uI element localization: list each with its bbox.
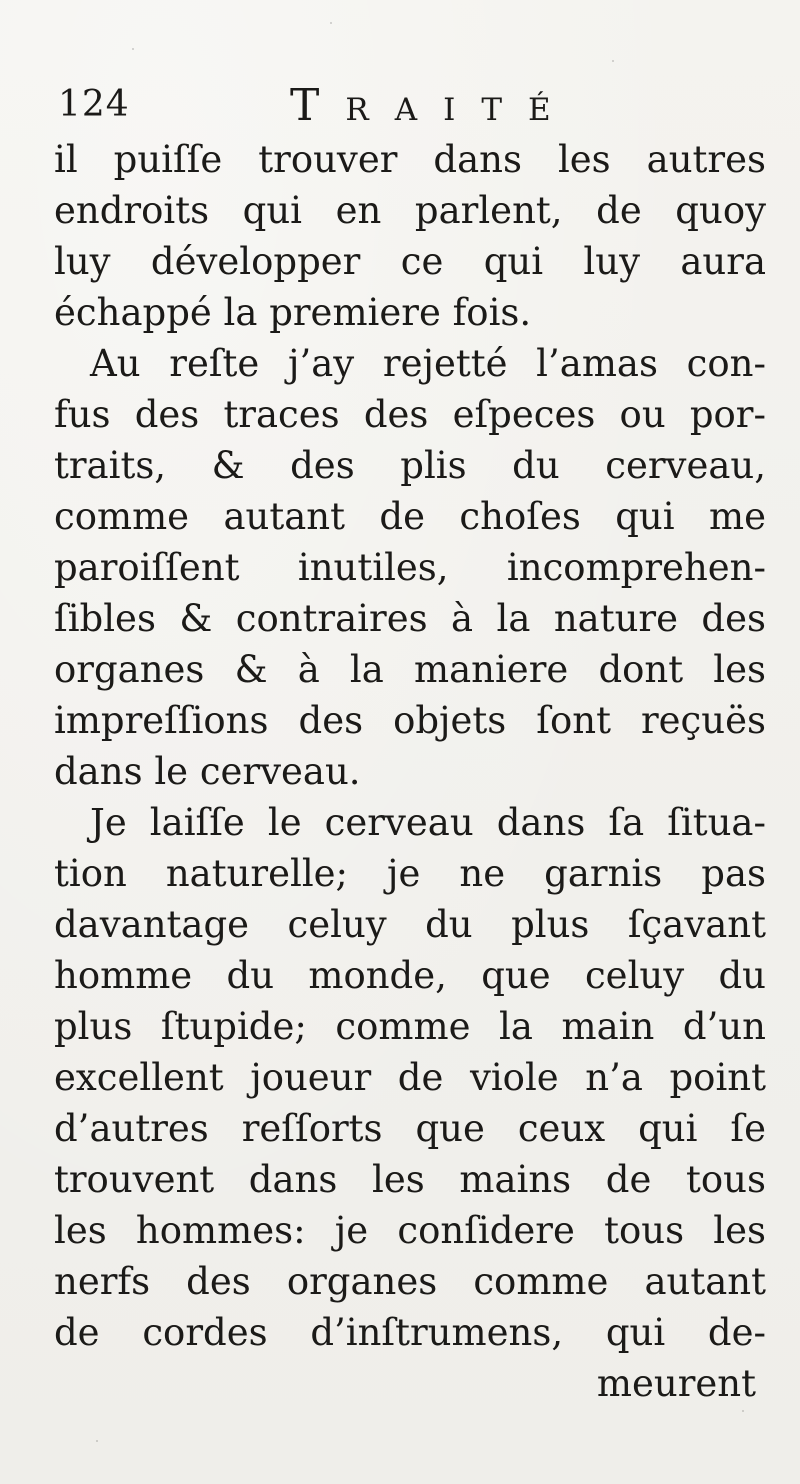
text-line: nerfs des organes comme autant bbox=[54, 1260, 766, 1303]
text-line: tion naturelle; je ne garnis pas bbox=[54, 852, 766, 895]
text-line: ſibles & contraires à la nature des bbox=[54, 597, 766, 640]
page-number: 124 bbox=[58, 84, 130, 125]
text-line: Au reſte j’ay rejetté l’amas con- bbox=[90, 342, 766, 385]
text-line: fus des traces des eſpeces ou por- bbox=[54, 393, 766, 436]
text-line: comme autant de choſes qui me bbox=[54, 495, 766, 538]
text-line: les hommes: je conſidere tous les bbox=[54, 1209, 766, 1252]
text-line: traits, & des plis du cerveau, bbox=[54, 444, 766, 487]
text-line: excellent joueur de viole n’a point bbox=[54, 1056, 766, 1099]
text-line: davantage celuy du plus ſçavant bbox=[54, 903, 766, 946]
text-line: organes & à la maniere dont les bbox=[54, 648, 766, 691]
page-header bbox=[58, 80, 758, 140]
paper-speck bbox=[612, 60, 614, 62]
text-line: d’autres reſſorts que ceux qui ſe bbox=[54, 1107, 766, 1150]
text-line: impreſſions des objets ſont reçuës bbox=[54, 699, 766, 742]
text-line: plus ſtupide; comme la main d’un bbox=[54, 1005, 766, 1048]
text-line: endroits qui en parlent, de quoy bbox=[54, 189, 766, 232]
text-line: échappé la premiere fois. bbox=[54, 291, 532, 334]
text-line: paroiſſent inutiles, incomprehen- bbox=[54, 546, 766, 589]
text-line: de cordes d’inſtrumens, qui de- bbox=[54, 1311, 766, 1354]
paper-speck bbox=[96, 1440, 98, 1442]
running-head: Traité bbox=[290, 80, 577, 131]
paper-speck bbox=[330, 22, 332, 24]
text-line: luy développer ce qui luy aura bbox=[54, 240, 766, 283]
text-line: homme du monde, que celuy du bbox=[54, 954, 766, 997]
text-line: trouvent dans les mains de tous bbox=[54, 1158, 766, 1201]
text-line: il puiſſe trouver dans les autres bbox=[54, 138, 766, 181]
catchword: meurent bbox=[596, 1362, 756, 1405]
body-text bbox=[54, 134, 766, 1409]
text-line: Je laiſſe le cerveau dans ſa ſitua- bbox=[90, 801, 766, 844]
paper-speck bbox=[742, 1410, 744, 1412]
text-line: dans le cerveau. bbox=[54, 750, 361, 793]
paper-speck bbox=[132, 48, 134, 50]
